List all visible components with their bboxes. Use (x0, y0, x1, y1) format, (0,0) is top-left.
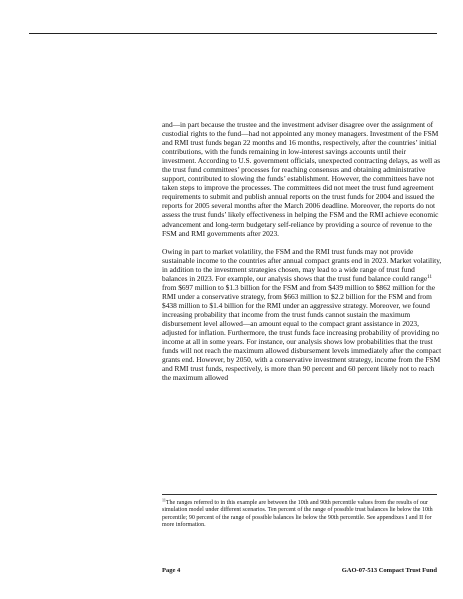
footnote-reference[interactable]: 11 (427, 274, 432, 280)
body-paragraph-1: and—in part because the trustee and the investment adviser disagree over the assignment of custodial rights to the fund—had not appointed any money managers. Investment of the FSM and RMI trust funds began 22 months and 16 months, respectively, after the countries’ initial contributions, with the funds remaining in low-interest savings accounts until their investment. According to U.S. government officials, unexpected contracting delays, as well as the trust fund committees’ processes for reaching consensus and obtaining administrative support, contributed to slowing the funds’ establishment. However, the committees have not taken steps to improve the processes. The committees did not meet the trust fund agreement requirements to submit and publish annual reports on the trust funds for 2004 and issued the reports for 2005 several months after the March 2006 deadline. Moreover, the reports do not assess the trust funds’ likely effectiveness in helping the FSM and the RMI achieve economic advancement and long-term budgetary self-reliance by providing a source of revenue to the FSM and RMI governments after 2023. (162, 120, 441, 238)
footnote-rule (162, 494, 437, 495)
footnote-text: The ranges referred to in this example are between the 10th and 90th percentile values from the results of our simulation model under different scenarios. Ten percent of the range of possible trust balances lie below the 10th percentile; 90 percent of the range of possible balances lie below the 90th percentile. See appendixes I and II for more information. (162, 500, 433, 528)
page-footer (162, 567, 437, 577)
paragraph-2-text-before-ref: Owing in part to market volatility, the FSM and the RMI trust funds may not provide sustainable income to the countries after annual compact grants end in 2023. Market volatility, in addition to the investment strategies chosen, may lead to a wide range of trust fund balances in 2023. For example, our analysis shows that the trust fund balance could range (162, 246, 442, 283)
page-number: Page 4 (162, 567, 181, 574)
paragraph-2-text-after-ref: from $697 million to $1.3 billion for the FSM and from $439 million to $862 million for the RMI under a conservative strategy, from $663 million to $2.2 billion for the FSM and from $438 million to $1.4 billion for the RMI under an aggressive strategy. Moreover, we found increasing probability that income from the trust funds cannot sustain the maximum disbursement level allowed—an amount equal to the compact grant assistance in 2023, adjusted for inflation. Furthermore, the trust funds face increasing probability of providing no income at all in some years. For instance, our analysis shows low probabilities that the trust funds will not reach the maximum allowed disbursement levels immediately after the compact grants end. However, by 2050, with a conservative investment strategy, income from the FSM and RMI trust funds, respectively, is more than 90 percent and 60 percent likely not to reach the maximum allowed (162, 282, 442, 383)
body-text (162, 120, 442, 382)
header-rule (29, 33, 437, 34)
footnote (162, 497, 438, 529)
footnote-marker: 11 (162, 497, 166, 503)
report-number: GAO-07-513 Compact Trust Fund (341, 567, 437, 574)
body-paragraph-2 (162, 247, 442, 383)
